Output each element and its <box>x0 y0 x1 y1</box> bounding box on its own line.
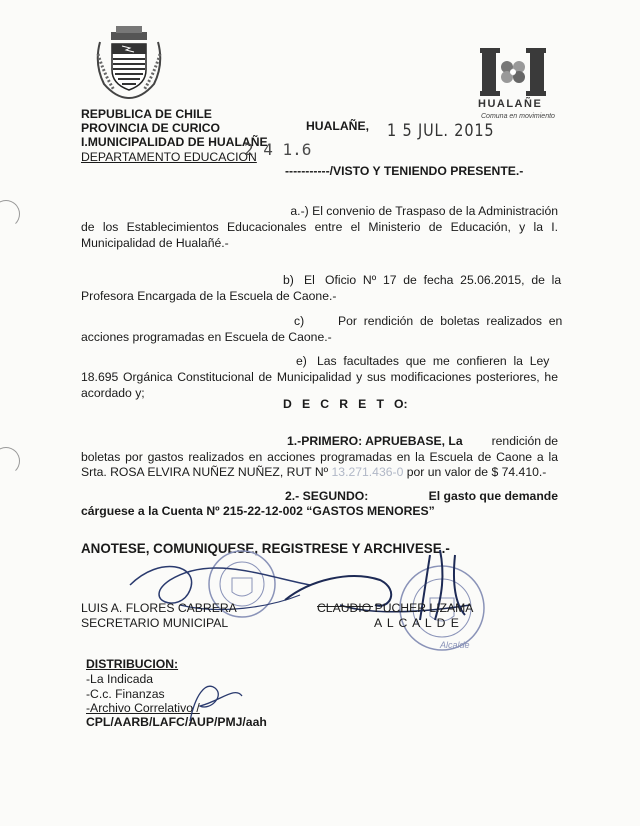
header-province: PROVINCIA DE CURICO <box>81 121 221 135</box>
distribution-item: -Archivo Correlativo / <box>86 701 200 715</box>
segundo-lead-tail: El gasto que demande <box>428 489 558 503</box>
mayor-strike-line <box>317 606 373 607</box>
primero-line3 <box>81 464 558 480</box>
logo-tagline: Comuna en movimiento <box>481 113 555 120</box>
punch-hole-bottom <box>0 447 20 475</box>
rut-value: 13.271.436-0 <box>331 465 404 479</box>
punch-hole-top <box>0 200 20 228</box>
consideration-e-lead: e) Las facultades que me confieren la Ley <box>296 354 550 368</box>
initials-signature-icon <box>180 676 250 726</box>
primero-label: 1.-PRIMERO: APRUEBASE, La <box>287 434 463 448</box>
segundo-label: 2.- SEGUNDO: <box>285 489 369 503</box>
seal-right-text: Alcalde <box>440 640 470 650</box>
header-municipality: I.MUNICIPALIDAD DE HUALAÑE <box>81 135 268 149</box>
primero-amount: por un valor de $ 74.410.- <box>406 465 547 479</box>
consideration-b-rest: Profesora Encargada de la Escuela de Caone.- <box>81 289 337 303</box>
coat-of-arms-icon <box>94 24 164 100</box>
mayor-title: A L C A L D E <box>374 616 460 630</box>
primero-beneficiary: Srta. ROSA ELVIRA NUÑEZ NUÑEZ, RUT Nº <box>81 465 329 479</box>
date-stamp: 1 5 JUL. 2015 <box>387 121 495 141</box>
primero-lead <box>287 433 558 449</box>
visto-heading: -----------/VISTO Y TENIENDO PRESENTE.- <box>285 164 524 178</box>
distribution-title: DISTRIBUCION: <box>86 657 179 671</box>
consideration-a-rest: de los Establecimientos Educacionales entre el Ministerio de Educación, y la I. Municipalidad de Hualañé.- <box>81 220 558 250</box>
secretary-title: SECRETARIO MUNICIPAL <box>81 616 229 630</box>
header-city: HUALAÑE, <box>306 119 369 133</box>
segundo-line2: cárguese a la Cuenta Nº 215-22-12-002 “GASTOS MENORES” <box>81 504 435 518</box>
primero-line2: boletas por gastos realizados en acciones programadas en la Escuela de Caone a la <box>81 450 558 464</box>
consideration-c-rest: acciones programadas en Escuela de Caone.- <box>81 330 332 344</box>
header-department: DEPARTAMENTO EDUCACION <box>81 150 257 164</box>
mayor-name: CLAUDIO PUCHER LIZAMA <box>317 601 474 615</box>
consideration-e-rest: 18.695 Orgánica Constitucional de Municipalidad y sus modificaciones posteriores, he acordado y; <box>81 370 558 400</box>
anotese-line: ANOTESE, COMUNIQUESE, REGISTRESE Y ARCHIVESE.- <box>81 541 450 556</box>
distribution-initials: CPL/AARB/LAFC/AUP/PMJ/aah <box>86 715 267 729</box>
distribution-item: -La Indicada <box>86 672 154 686</box>
consideration-a-lead: a.-) El convenio de Traspaso de la Administración <box>290 204 558 218</box>
distribution-item: -C.c. Finanzas <box>86 687 165 701</box>
segundo-lead <box>285 488 558 504</box>
decreto-title: D E C R E T O: <box>283 397 408 411</box>
logo-name: HUALAÑE <box>478 98 543 110</box>
secretary-name: LUIS A. FLORES CABRERA <box>81 601 237 615</box>
header-republic: REPUBLICA DE CHILE <box>81 107 212 121</box>
primero-lead-tail: rendición de <box>491 434 558 448</box>
decree-number-stamp: 2 4 1.6 <box>244 140 312 159</box>
consideration-c-lead: c) Por rendición de boletas realizados en <box>294 314 563 328</box>
consideration-b-lead: b) El Oficio Nº 17 de fecha 25.06.2015, de la <box>283 273 562 287</box>
hualane-logo-icon <box>480 48 546 96</box>
